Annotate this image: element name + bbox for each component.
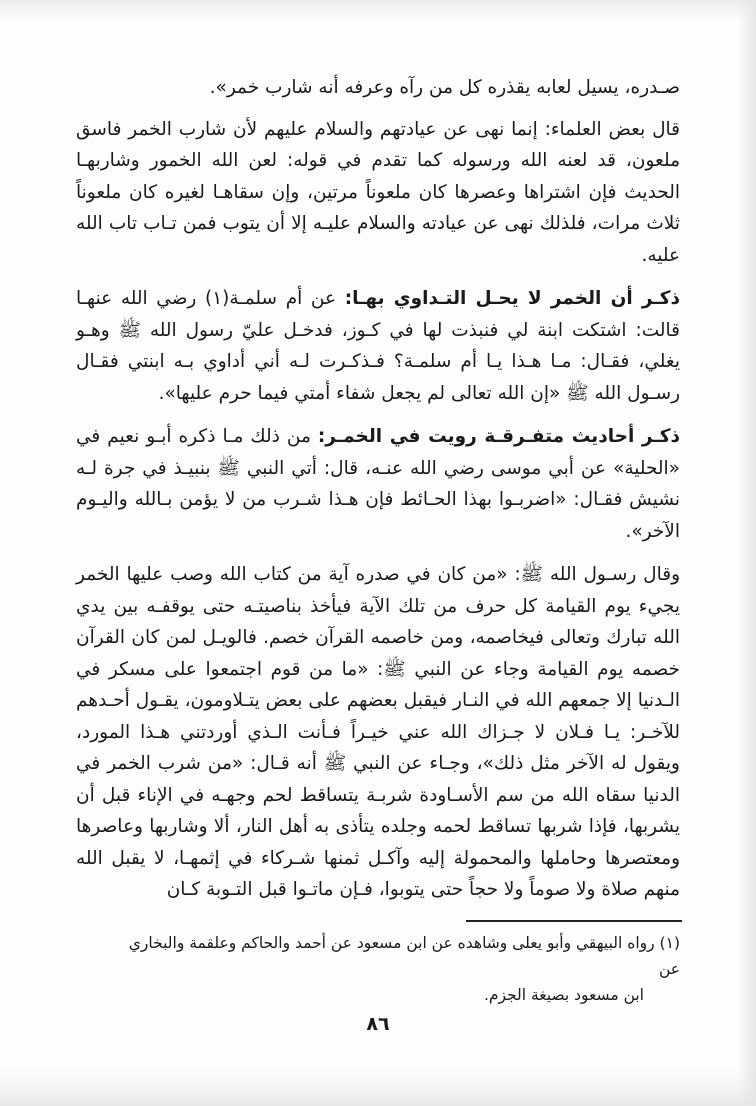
paragraph-scholars-comment: قال بعض العلماء: إنما نهى عن عيادتهم والسلام عليهم لأن شارب الخمر فاسق ملعون، قد لعنه الله ورسوله كما تقدم في قوله: لعن الله الخمور وشاربهـا الحديث فإن اشتراها وعصرها كان ملعوناً مرتين، وإن سقاهـا لغيره كان ملعوناً ثلاث مرات، فلذلك نهى عن عيادته والسلام عليـه إلا أن يتوب فمن تـاب تاب الله عليه. (76, 118, 680, 266)
footnote (120, 930, 680, 1008)
footnote-line-1: (١) رواه البيهقي وأبو يعلى وشاهده عن ابن مسعود عن أحمد والحاكم وعلقمة والبخاري عن (128, 934, 680, 978)
scan-shadow-bottom (0, 1066, 756, 1106)
footnote-line-2: ابن مسعود بصيغة الجزم. (483, 986, 644, 1004)
footnote-separator (466, 920, 682, 922)
paragraph-continuation: صـدره، يسيل لعابه يقذره كل من رآه وعرفه أنه شارب خمر». (209, 77, 680, 98)
paragraph-medication-section (76, 283, 680, 409)
page-number: ٨٦ (366, 1013, 390, 1035)
paragraph-hadiths-on-wine: وقال رسـول الله ﷺ: «من كان في صدره آية من كتاب الله وصب عليها الخمر يجيء يوم القيامة كل حرف من تلك الآية فيأخذ بناصيتـه حتى يوقفـه بين يدي الله تبارك وتعالى فيخاصمه، ومن خاصمه القرآن خصم. فالويـل لمن كان القرآن خصمه يوم القيامة وجاء عن النبي ﷺ: «ما من قوم اجتمعوا على مسكر في الـدنيا إلا جمعهم الله في النـار فيقبل بعضهم على بعض يتـلاومون، يقـول أحـدهم للآخـر: يـا فـلان لا جـزاك الله عني خيـراً فـأنت الـذي أوردتني هـذا المورد، ويقول له الآخر مثل ذلك»، وجـاء عن النبي ﷺ أنه قـال: «من شرب الخمر في الدنيا سقاه الله من سم الأسـاودة شربـة يتساقط لحم وجهـه في الإناء قبل أن يشربها، فإذا شربها تساقط لحمه وجلده يتأذى به أهل النار، ألا وشاربها وعاصرها ومعتصرها وحاملها والمحمولة إليه وآكـل ثمنها شـركاء في إثمهـا، لا يقبل الله منهم صلاة ولا صوماً ولا حجاً حتى يتوبوا، فـإن ماتـوا قبل التـوبة كـان (76, 564, 680, 900)
paragraph-various-hadiths-section (76, 421, 680, 547)
scan-shadow-right (738, 0, 756, 1106)
section-heading-medication: ذكـر أن الخمر لا يحـل التـداوي بهـا: (344, 288, 680, 309)
scan-shadow-top (0, 0, 756, 22)
main-text (76, 72, 680, 918)
section-heading-various-hadiths: ذكـر أحاديث متفـرقـة رويت في الخمـر: (317, 426, 680, 447)
section-body-various-hadiths: من ذلك مـا ذكره أبـو نعيم في «الحلية» عن أبي موسى رضي الله عنـه، قال: أتي النبي ﷺ بنبيـذ في جرة لـه نشيش فقـال: «اضربـوا بهذا الحـائط فإن هـذا شـرب من لا يؤمن بـالله واليـوم الآخر». (76, 426, 680, 542)
section-body-medication: عن أم سلمـة(١) رضي الله عنهـا قالت: اشتكت ابنة لي فنبذت لها في كـوز، فدخـل عليّ رسول الله ﷺ وهـو يغلي، فقـال: مـا هـذا يـا أم سلمـة؟ فـذكـرت لـه أني أداوي بـه ابنتي فقـال رسـول الله ﷺ «إن الله تعالى لم يجعل شفاء أمتي فيما حرم عليها». (76, 288, 680, 404)
